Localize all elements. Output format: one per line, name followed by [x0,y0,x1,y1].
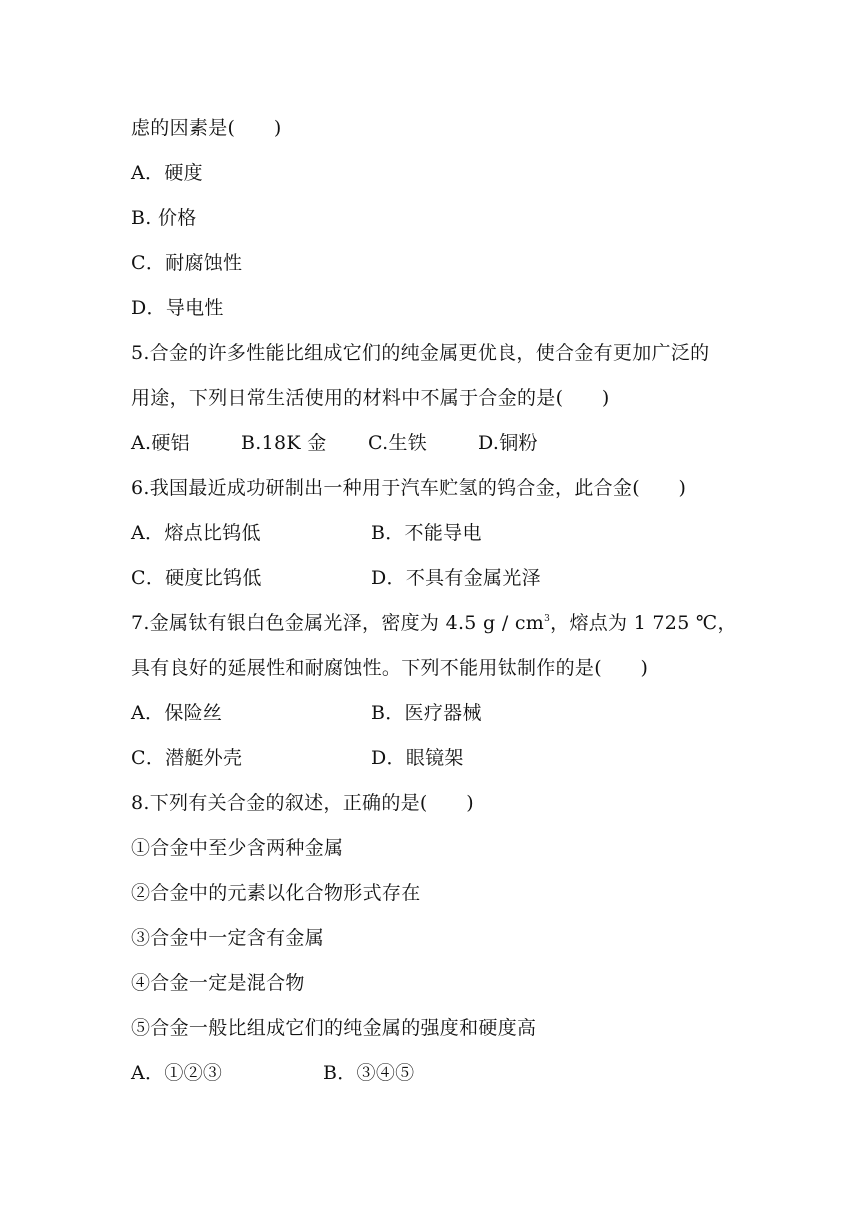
question-8-statement-4: ④合金一定是混合物 [131,972,305,994]
question-8-stem: 8.下列有关合金的叙述，正确的是( ) [131,792,474,814]
question-5-option-b: B.18K 金 [241,432,327,454]
question-5-option-d: D.铜粉 [478,432,538,454]
question-4-option-c: C．耐腐蚀性 [131,252,243,274]
question-7-option-a: A．保险丝 [131,702,223,724]
question-7-option-b: B．医疗器械 [371,702,482,724]
question-8-options-row [131,1061,415,1157]
question-7-unit-exponent: 3 [544,614,551,624]
question-7-stem-line-1 [131,611,737,635]
question-6-stem: 6.我国最近成功研制出一种用于汽车贮氢的钨合金，此合金( ) [131,477,687,499]
question-7-option-d: D．眼镜架 [371,747,464,769]
question-8-statement-3: ③合金中一定含有金属 [131,927,325,949]
question-5-stem-line-1: 5.合金的许多性能比组成它们的纯金属更优良，使合金有更加广泛的 [131,342,710,364]
question-4-option-d: D．导电性 [131,297,224,319]
question-8-option-b: B．③④⑤ [323,1062,415,1084]
question-4-stem-end: 虑的因素是( ) [131,117,282,139]
question-8-statement-5: ⑤合金一般比组成它们的纯金属的强度和硬度高 [131,1017,537,1039]
question-5-stem-line-2: 用途，下列日常生活使用的材料中不属于合金的是( ) [131,387,610,409]
question-7-stem-part-1: 7.金属钛有银白色金属光泽，密度为 4.5 g / cm [131,612,545,634]
question-5-option-c: C.生铁 [368,432,428,454]
question-4-option-a: A．硬度 [131,162,203,184]
question-6-option-c: C．硬度比钨低 [131,567,262,589]
question-7-option-c: C．潜艇外壳 [131,747,243,769]
question-6-option-a: A．熔点比钨低 [131,522,261,544]
question-8-option-a: A．①②③ [131,1062,223,1084]
question-6-option-b: B．不能导电 [371,522,482,544]
question-7-stem-part-2: ，熔点为 1 725 ℃， [550,612,737,634]
question-8-statement-2: ②合金中的元素以化合物形式存在 [131,882,421,904]
question-5-option-a: A.硬铝 [131,432,190,454]
question-6-option-d: D．不具有金属光泽 [371,567,541,589]
question-8-statement-1: ①合金中至少含两种金属 [131,837,344,859]
question-7-stem-line-2: 具有良好的延展性和耐腐蚀性。下列不能用钛制作的是( ) [131,657,649,679]
question-4-option-b: B. 价格 [131,207,197,229]
